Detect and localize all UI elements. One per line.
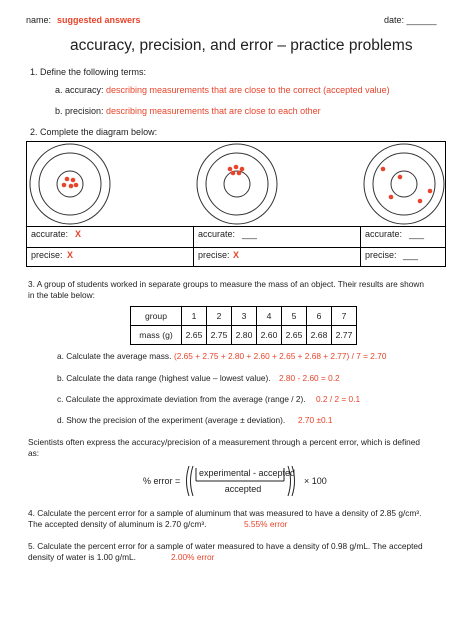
table-cell-mass: 2.77 [332,326,357,345]
target-3-middle-ring [373,153,435,215]
target-2-outer-ring [197,144,277,224]
target-3-accurate-label: accurate: [365,229,403,239]
target-1-dot [74,183,79,188]
formula-denominator: accepted [224,484,262,494]
target-2-precise-label: precise: [198,250,230,260]
target-2-dot [237,171,242,176]
target-3-bullseye [391,171,417,197]
target-2-dot [234,165,239,170]
table-cell-group: 7 [332,307,357,326]
q1-a-answer: describing measurements that are close to the correct (accepted value) [106,85,390,95]
q3-b-answer: 2.80 - 2.60 = 0.2 [279,373,340,383]
table-cell-mass: 2.75 [207,326,232,345]
percent-error-intro-line2: as: [28,448,40,458]
q1-b-answer: describing measurements that are close to each other [106,106,321,116]
q3-b-prompt: b. Calculate the data range (highest value – lowest value). [57,373,271,383]
q4-answer: 5.55% error [244,519,288,529]
q4-line2: The accepted density of aluminum is 2.70 g/cm³. [28,519,207,529]
target-3-dot [428,189,433,194]
target-3-accurate-value: ___ [409,229,425,239]
table-header-mass: mass (g) [131,326,182,345]
target-3-dot [381,167,386,172]
target-1-precise-value: X [67,250,74,260]
table-cell-group: 5 [282,307,307,326]
target-1-dot [71,178,76,183]
formula-lhs: % error = [143,476,181,486]
target-1-dot [69,184,74,189]
q3-c-prompt: c. Calculate the approximate deviation from the average (range / 2). [57,394,306,404]
table-cell-group: 3 [232,307,257,326]
target-3-precise-label: precise: [365,250,397,260]
table-cell-group: 4 [257,307,282,326]
target-1 [30,144,110,224]
target-3-dot [398,175,403,180]
target-1-accurate-value: X [75,229,82,239]
q4-line1: 4. Calculate the percent error for a sample of aluminum that was measured to have a density of 2.85 g/cm³. [28,508,422,518]
target-2-accurate-label: accurate: [198,229,236,239]
column-divider [360,226,361,267]
targets-diagram [26,141,446,267]
target-1-dot [62,183,67,188]
target-3-outer-ring [364,144,444,224]
table-cell-mass: 2.65 [282,326,307,345]
table-cell-mass: 2.68 [307,326,332,345]
target-3 [364,144,444,224]
q3-d-prompt: d. Show the precision of the experiment (average ± deviation). [57,415,286,425]
table-header-group: group [131,307,182,326]
q5-line1: 5. Calculate the percent error for a sample of water measured to have a density of 0.98 g/mL. The accepted [28,541,423,551]
table-cell-group: 6 [307,307,332,326]
q3-c-answer: 0.2 / 2 = 0.1 [316,394,361,404]
target-3-dot [418,199,423,204]
table-row-masses [131,326,357,345]
column-divider [193,226,194,267]
date-label: date: ______ [384,15,437,25]
q3-a-answer: (2.65 + 2.75 + 2.80 + 2.60 + 2.65 + 2.68 + 2.77) / 7 = 2.70 [174,351,387,361]
target-2-dot [231,171,236,176]
target-2-precise-value: X [233,250,240,260]
target-2-dot [228,167,233,172]
target-3-precise-value: ___ [403,250,419,260]
q1-prompt: 1. Define the following terms: [30,67,147,77]
q3-prompt-line1: 3. A group of students worked in separate groups to measure the mass of an object. Their results are shown [28,279,425,289]
name-label: name: [26,15,52,25]
table-cell-group: 1 [182,307,207,326]
table-row-groups [131,307,357,326]
target-2 [197,144,277,224]
q1-b-label: b. precision: [55,106,104,116]
q5-line2: density of water is 1.00 g/mL. [28,552,136,562]
target-2-middle-ring [206,153,268,215]
table-cell-group: 2 [207,307,232,326]
q3-prompt-line2: in the table below: [28,290,95,300]
targets-svg [27,142,445,226]
q3-a-prompt: a. Calculate the average mass. [57,351,172,361]
target-2-dot [240,167,245,172]
table-cell-mass: 2.65 [182,326,207,345]
target-3-dot [389,195,394,200]
formula-multiplier: × 100 [304,476,327,486]
q1-a-label: a. accuracy: [55,85,104,95]
formula-numerator: experimental - accepted [199,468,296,478]
page-title: accuracy, precision, and error – practice problems [70,37,413,54]
target-2-accurate-value: ___ [242,229,258,239]
target-1-precise-label: precise: [31,250,63,260]
table-cell-mass: 2.60 [257,326,282,345]
percent-error-intro-line1: Scientists often express the accuracy/precision of a measurement through a percent error, which is defined [28,437,420,447]
table-cell-mass: 2.80 [232,326,257,345]
q3-d-answer: 2.70 ±0.1 [298,415,333,425]
target-1-accurate-label: accurate: [31,229,69,239]
name-value: suggested answers [57,15,141,25]
target-2-bullseye [224,171,250,197]
q2-prompt: 2. Complete the diagram below: [30,127,158,137]
target-1-dot [65,177,70,182]
mass-table [130,306,357,345]
q5-answer: 2.00% error [171,552,215,562]
